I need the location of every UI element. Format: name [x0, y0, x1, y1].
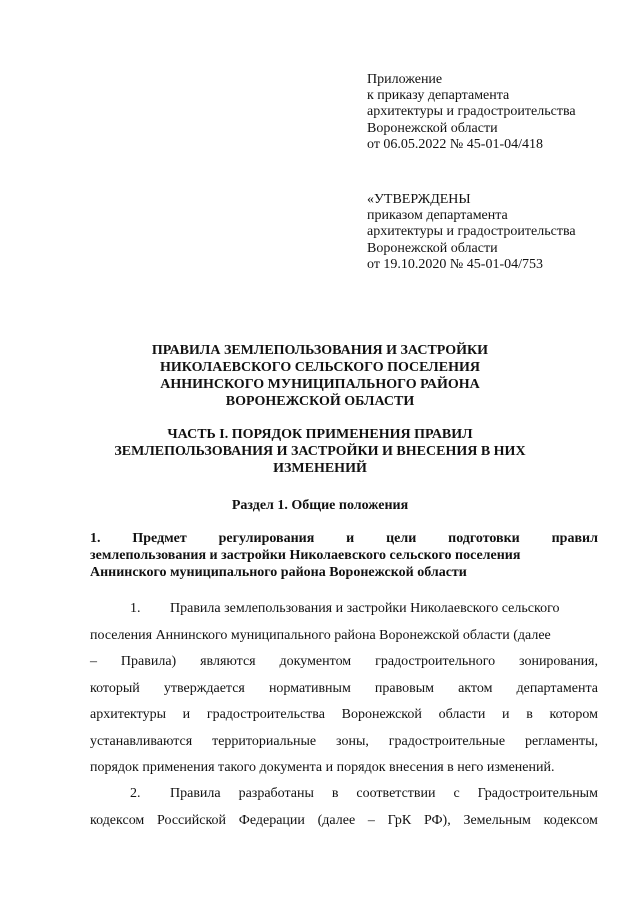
approval-line: приказом департамента: [367, 208, 508, 224]
paragraph-1: [90, 596, 598, 782]
word: Правила): [120, 654, 177, 669]
word: градостроительного: [375, 654, 496, 669]
word: и: [182, 707, 191, 722]
word: который: [90, 680, 140, 696]
word: Российской: [157, 812, 227, 828]
title-line: АННИНСКОГО МУНИЦИПАЛЬНОГО РАЙОНА: [160, 377, 480, 392]
part-heading-line: ИЗМЕНЕНИЙ: [273, 461, 367, 476]
title-line: НИКОЛАЕВСКОГО СЕЛЬСКОГО ПОСЕЛЕНИЯ: [160, 360, 480, 375]
word: (далее: [317, 812, 356, 828]
word: территориальные: [212, 733, 317, 749]
word: в: [526, 707, 533, 722]
word: Федерации: [238, 812, 305, 828]
word: правовым: [374, 680, 434, 696]
word: области: [438, 707, 486, 722]
appendix-line: Воронежской области: [367, 120, 498, 136]
word: –: [367, 812, 375, 828]
subsection-word: цели: [386, 531, 417, 546]
word: с: [453, 786, 460, 801]
document-title: [80, 342, 560, 410]
word: архитектуры: [90, 707, 166, 722]
word: разработаны: [238, 786, 314, 801]
approval-line: «УТВЕРЖДЕНЫ: [367, 192, 471, 207]
approval-block: [367, 192, 576, 273]
word: нормативным: [268, 680, 351, 696]
subsection-heading-line: землепользования и застройки Николаевского сельского поселения: [90, 548, 521, 563]
appendix-line: архитектуры и градостроительства: [367, 104, 576, 120]
part-heading-line: ЗЕМЛЕПОЛЬЗОВАНИЯ И ЗАСТРОЙКИ И ВНЕСЕНИЯ В НИХ: [114, 444, 526, 459]
word: зоны,: [336, 733, 369, 749]
title-line: ПРАВИЛА ЗЕМЛЕПОЛЬЗОВАНИЯ И ЗАСТРОЙКИ: [151, 343, 489, 358]
word: Градостроительным: [477, 786, 598, 801]
paragraph-line: [90, 729, 598, 756]
word: градостроительные: [388, 733, 506, 749]
word: РФ),: [423, 812, 451, 828]
appendix-line: от 06.05.2022 № 45-01-04/418: [367, 136, 544, 152]
title-line: ВОРОНЕЖСКОЙ ОБЛАСТИ: [225, 394, 415, 409]
subsection-word: регулирования: [218, 531, 315, 546]
paragraph-line: [90, 808, 598, 835]
part-heading: [80, 426, 560, 477]
approval-line: Воронежской области: [367, 240, 498, 256]
paragraph-line: [90, 596, 598, 623]
word: кодексом: [90, 812, 145, 828]
word: –: [90, 654, 97, 669]
part-heading-line: ЧАСТЬ I. ПОРЯДОК ПРИМЕНЕНИЯ ПРАВИЛ: [167, 427, 473, 442]
section-heading: [80, 497, 560, 514]
word: ГрК: [387, 812, 412, 828]
word: устанавливаются: [90, 733, 193, 749]
word: регламенты,: [524, 733, 598, 749]
word: документом: [279, 654, 352, 669]
approval-line: архитектуры и градостроительства: [367, 224, 576, 240]
subsection-heading: [90, 530, 598, 581]
paragraph-line: [90, 649, 598, 676]
paragraph-line: [90, 702, 598, 729]
word: зонирования,: [519, 654, 598, 669]
paragraph-text: Правила землепользования и застройки Николаевского сельского: [170, 601, 560, 616]
subsection-word: подготовки: [448, 531, 520, 546]
word: градостроительства: [206, 707, 325, 722]
word: департамента: [516, 680, 598, 696]
section-heading-text: Раздел 1. Общие положения: [231, 498, 409, 513]
paragraph-line: порядок применения такого документа и порядок внесения в него изменений.: [90, 760, 555, 775]
word: являются: [200, 654, 256, 669]
word: и: [502, 707, 510, 722]
paragraph-2: [90, 781, 598, 834]
paragraph-text: [170, 781, 598, 808]
word: Земельным: [463, 812, 531, 828]
word: утверждается: [163, 680, 245, 696]
paragraph-line: поселения Аннинского муниципального района Воронежской области (далее: [90, 627, 551, 643]
word: кодексом: [543, 812, 598, 828]
paragraph-number: 1.: [130, 601, 141, 616]
subsection-word: правил: [551, 531, 598, 546]
subsection-heading-line: [90, 530, 598, 547]
subsection-heading-line: Аннинского муниципального района Воронежской области: [90, 565, 467, 580]
word: соответствии: [356, 786, 436, 801]
appendix-line: к приказу департамента: [367, 88, 510, 104]
paragraph-line: [90, 676, 598, 703]
word: котором: [549, 707, 598, 722]
word: Правила: [170, 786, 221, 801]
word: Воронежской: [341, 707, 422, 722]
approval-line: от 19.10.2020 № 45-01-04/753: [367, 256, 544, 272]
subsection-number: 1.: [90, 531, 101, 546]
word: актом: [458, 680, 493, 696]
word: в: [331, 786, 339, 801]
paragraph-number: 2.: [130, 786, 141, 801]
subsection-word: и: [346, 531, 355, 546]
subsection-word: Предмет: [132, 531, 187, 546]
appendix-line: Приложение: [367, 72, 443, 87]
appendix-block: [367, 72, 576, 153]
paragraph-line: [90, 781, 598, 808]
